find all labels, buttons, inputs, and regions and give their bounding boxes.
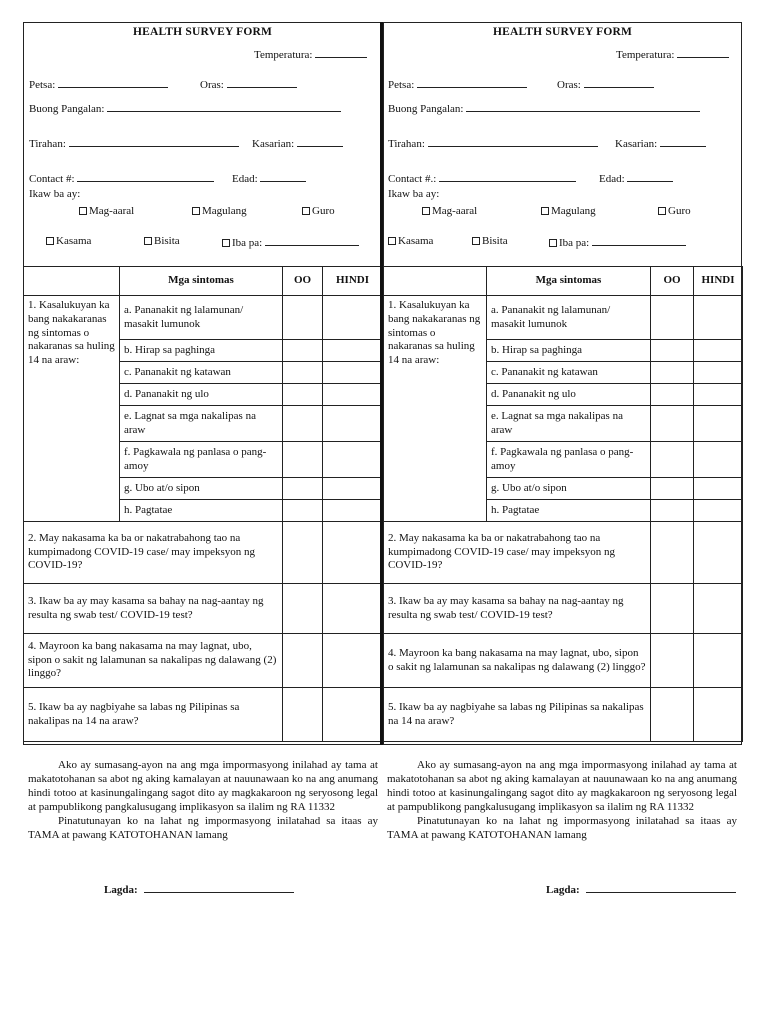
- answer-hindi[interactable]: [694, 500, 743, 522]
- option-kasama[interactable]: Kasama: [388, 235, 433, 247]
- option-mag-aaral[interactable]: Mag-aaral: [79, 205, 134, 217]
- answer-oo[interactable]: [651, 500, 694, 522]
- oras-label: Oras:: [200, 79, 224, 91]
- answer-oo[interactable]: [651, 478, 694, 500]
- answer-hindi[interactable]: [694, 442, 743, 478]
- ikaw-ba-ay-label: Ikaw ba ay:: [388, 188, 440, 200]
- option-mag-aaral[interactable]: Mag-aaral: [422, 205, 477, 217]
- checkbox[interactable]: [79, 207, 87, 215]
- acknowledgment-right: [387, 758, 737, 842]
- kasarian-field[interactable]: [252, 136, 343, 150]
- oras-field[interactable]: [557, 77, 654, 91]
- symptom-b: b. Hirap sa paghinga: [487, 340, 651, 362]
- acknowledgment-paragraph-2: Pinatutunayan ko na lahat ng impormasyong inilatahad sa itaas ay TAMA at pawang KATOTOHANAN lamang: [28, 815, 378, 842]
- signature-field-right[interactable]: [546, 882, 736, 896]
- answer-oo[interactable]: [283, 478, 323, 500]
- symptom-a: a. Pananakit ng lalamunan/ masakit lumunok: [487, 296, 651, 340]
- oras-field[interactable]: [200, 77, 297, 91]
- temperatura-field[interactable]: [254, 47, 367, 61]
- question-4: 4. Mayroon ka bang nakasama na may lagnat, ubo, sipon o sakit ng lalamunan sa nakalipas ng dalawang (2) linggo?: [384, 634, 651, 688]
- header-oo: OO: [283, 267, 323, 296]
- question-2: 2. May nakasama ka ba or nakatrabahong tao na kumpimadong COVID-19 case/ may impeksyon ng COVID-19?: [24, 522, 283, 584]
- symptom-a: a. Pananakit ng lalamunan/ masakit lumunok: [120, 296, 283, 340]
- edad-field[interactable]: [232, 171, 306, 185]
- answer-hindi[interactable]: [694, 688, 743, 742]
- answer-oo[interactable]: [651, 688, 694, 742]
- symptom-c: c. Pananakit ng katawan: [120, 362, 283, 384]
- ikaw-ba-ay-label: Ikaw ba ay:: [29, 188, 81, 200]
- header-hindi: HINDI: [694, 267, 743, 296]
- checkbox[interactable]: [472, 237, 480, 245]
- option-magulang[interactable]: Magulang: [541, 205, 596, 217]
- checkbox[interactable]: [388, 237, 396, 245]
- edad-label: Edad:: [599, 173, 625, 185]
- header-mga-sintomas: Mga sintomas: [487, 267, 651, 296]
- checkbox[interactable]: [541, 207, 549, 215]
- answer-hindi[interactable]: [323, 362, 383, 384]
- buong-pangalan-field[interactable]: [29, 101, 341, 115]
- answer-oo[interactable]: [283, 362, 323, 384]
- answer-hindi[interactable]: [694, 296, 743, 340]
- answer-oo[interactable]: [651, 384, 694, 406]
- lagda-label: Lagda:: [546, 884, 580, 896]
- option-bisita[interactable]: Bisita: [472, 235, 508, 247]
- option-iba-pa[interactable]: Iba pa:: [222, 235, 359, 249]
- temperatura-label: Temperatura:: [254, 49, 313, 61]
- answer-oo[interactable]: [283, 384, 323, 406]
- acknowledgment-paragraph-1: Ako ay sumasang-ayon na ang mga impormasyong inilahad ay tama at makatotohanan sa abot ng aking kamalayan at nauunawaan ko na ang anumang hindi totoo at kasinungalingang sagot dito ay magkakaroon ng seryosong legal at pampublikong pangkalusugang implikasyon sa ilalim ng RA 11332: [28, 759, 378, 814]
- petsa-field[interactable]: [388, 77, 527, 91]
- option-magulang[interactable]: Magulang: [192, 205, 247, 217]
- signature-field-left[interactable]: [104, 882, 294, 896]
- answer-hindi[interactable]: [694, 340, 743, 362]
- checkbox[interactable]: [222, 239, 230, 247]
- answer-oo[interactable]: [283, 296, 323, 340]
- answer-oo[interactable]: [283, 634, 323, 688]
- question-3: 3. Ikaw ba ay may kasama sa bahay na nag-aantay ng resulta ng swab test/ COVID-19 test?: [24, 584, 283, 634]
- answer-oo[interactable]: [651, 584, 694, 634]
- answer-hindi[interactable]: [323, 478, 383, 500]
- answer-oo[interactable]: [283, 522, 323, 584]
- checkbox[interactable]: [422, 207, 430, 215]
- symptom-d: d. Pananakit ng ulo: [120, 384, 283, 406]
- symptom-h: h. Pagtatae: [487, 500, 651, 522]
- answer-hindi[interactable]: [323, 340, 383, 362]
- temperatura-label: Temperatura:: [616, 49, 675, 61]
- answer-hindi[interactable]: [323, 522, 383, 584]
- checkbox[interactable]: [302, 207, 310, 215]
- answer-oo[interactable]: [651, 340, 694, 362]
- symptoms-table: [383, 266, 743, 742]
- symptom-d: d. Pananakit ng ulo: [487, 384, 651, 406]
- petsa-label: Petsa:: [388, 79, 415, 91]
- buong-pangalan-field[interactable]: [388, 101, 700, 115]
- symptom-e: e. Lagnat sa mga nakalipas na araw: [487, 406, 651, 442]
- contact-label: Contact #:: [29, 173, 75, 185]
- symptom-c: c. Pananakit ng katawan: [487, 362, 651, 384]
- answer-hindi[interactable]: [694, 406, 743, 442]
- question-2: 2. May nakasama ka ba or nakatrabahong tao na kumpimadong COVID-19 case/ may impeksyon ng COVID-19?: [384, 522, 651, 584]
- acknowledgment-left: [28, 758, 378, 842]
- checkbox[interactable]: [46, 237, 54, 245]
- answer-hindi[interactable]: [694, 362, 743, 384]
- kasarian-label: Kasarian:: [615, 138, 658, 150]
- symptom-g: g. Ubo at/o sipon: [487, 478, 651, 500]
- question-4: 4. Mayroon ka bang nakasama na may lagnat, ubo, sipon o sakit ng lalamunan sa nakalipas ng dalawang (2) linggo?: [24, 634, 283, 688]
- question-1: 1. Kasalukuyan ka bang nakakaranas ng sintomas o nakaranas sa huling 14 na araw:: [384, 296, 487, 522]
- header-oo: OO: [651, 267, 694, 296]
- answer-hindi[interactable]: [323, 584, 383, 634]
- answer-hindi[interactable]: [694, 584, 743, 634]
- kasarian-field[interactable]: [615, 136, 706, 150]
- option-guro[interactable]: Guro: [302, 205, 335, 217]
- contact-field[interactable]: [388, 171, 576, 185]
- answer-oo[interactable]: [283, 406, 323, 442]
- answer-hindi[interactable]: [694, 384, 743, 406]
- option-guro[interactable]: Guro: [658, 205, 691, 217]
- acknowledgment-paragraph-1: Ako ay sumasang-ayon na ang mga impormasyong inilahad ay tama at makatotohanan sa abot ng aking kamalayan at nauunawaan ko na ang anumang hindi totoo at kasinungalingang sagot dito ay magkakaroon ng seryosong legal at pampublikong pangkalusugang implikasyon sa ilalim ng RA 11332: [387, 759, 737, 814]
- checkbox[interactable]: [549, 239, 557, 247]
- checkbox[interactable]: [658, 207, 666, 215]
- answer-hindi[interactable]: [323, 406, 383, 442]
- question-5: 5. Ikaw ba ay nagbiyahe sa labas ng Pilipinas sa nakalipas na 14 na araw?: [24, 688, 283, 742]
- edad-field[interactable]: [599, 171, 673, 185]
- tirahan-label: Tirahan:: [388, 138, 425, 150]
- answer-hindi[interactable]: [323, 500, 383, 522]
- answer-oo[interactable]: [283, 688, 323, 742]
- health-survey-form-right: [383, 22, 742, 745]
- form-title: HEALTH SURVEY FORM: [492, 26, 633, 38]
- answer-oo[interactable]: [651, 406, 694, 442]
- contact-label: Contact #.:: [388, 173, 437, 185]
- answer-hindi[interactable]: [323, 442, 383, 478]
- health-survey-form-left: [23, 22, 382, 745]
- question-3: 3. Ikaw ba ay may kasama sa bahay na nag-aantay ng resulta ng swab test/ COVID-19 test?: [384, 584, 651, 634]
- question-5: 5. Ikaw ba ay nagbiyahe sa labas ng Pilipinas sa nakalipas na 14 na araw?: [384, 688, 651, 742]
- answer-oo[interactable]: [651, 634, 694, 688]
- symptom-g: g. Ubo at/o sipon: [120, 478, 283, 500]
- answer-oo[interactable]: [283, 340, 323, 362]
- contact-field[interactable]: [29, 171, 214, 185]
- symptom-h: h. Pagtatae: [120, 500, 283, 522]
- answer-hindi[interactable]: [694, 522, 743, 584]
- buong-pangalan-label: Buong Pangalan:: [388, 103, 464, 115]
- form-title: HEALTH SURVEY FORM: [132, 26, 273, 38]
- oras-label: Oras:: [557, 79, 581, 91]
- tirahan-field[interactable]: [29, 136, 239, 150]
- symptoms-table: [23, 266, 383, 742]
- symptom-f: f. Pagkawala ng panlasa o pang-amoy: [120, 442, 283, 478]
- lagda-label: Lagda:: [104, 884, 138, 896]
- answer-hindi[interactable]: [694, 634, 743, 688]
- answer-oo[interactable]: [283, 442, 323, 478]
- checkbox[interactable]: [144, 237, 152, 245]
- answer-oo[interactable]: [651, 442, 694, 478]
- petsa-field[interactable]: [29, 77, 168, 91]
- answer-oo[interactable]: [651, 296, 694, 340]
- answer-hindi[interactable]: [323, 634, 383, 688]
- answer-oo[interactable]: [651, 522, 694, 584]
- option-kasama[interactable]: Kasama: [46, 235, 91, 247]
- answer-hindi[interactable]: [323, 296, 383, 340]
- symptom-b: b. Hirap sa paghinga: [120, 340, 283, 362]
- edad-label: Edad:: [232, 173, 258, 185]
- question-1: 1. Kasalukuyan ka bang nakakaranas ng sintomas o nakaranas sa huling 14 na araw:: [24, 296, 120, 522]
- acknowledgment-paragraph-2: Pinatutunayan ko na lahat ng impormasyong inilatahad sa itaas ay TAMA at pawang KATOTOHANAN lamang: [387, 815, 737, 842]
- header-mga-sintomas: Mga sintomas: [120, 267, 283, 296]
- header-hindi: HINDI: [323, 267, 383, 296]
- petsa-label: Petsa:: [29, 79, 56, 91]
- kasarian-label: Kasarian:: [252, 138, 295, 150]
- answer-hindi[interactable]: [323, 688, 383, 742]
- answer-oo[interactable]: [283, 500, 323, 522]
- answer-hindi[interactable]: [323, 384, 383, 406]
- tirahan-label: Tirahan:: [29, 138, 66, 150]
- buong-pangalan-label: Buong Pangalan:: [29, 103, 105, 115]
- answer-oo[interactable]: [283, 584, 323, 634]
- tirahan-field[interactable]: [388, 136, 598, 150]
- option-iba-pa[interactable]: Iba pa:: [549, 235, 686, 249]
- temperatura-field[interactable]: [616, 47, 729, 61]
- option-bisita[interactable]: Bisita: [144, 235, 180, 247]
- answer-oo[interactable]: [651, 362, 694, 384]
- symptom-f: f. Pagkawala ng panlasa o pang-amoy: [487, 442, 651, 478]
- symptom-e: e. Lagnat sa mga nakalipas na araw: [120, 406, 283, 442]
- answer-hindi[interactable]: [694, 478, 743, 500]
- checkbox[interactable]: [192, 207, 200, 215]
